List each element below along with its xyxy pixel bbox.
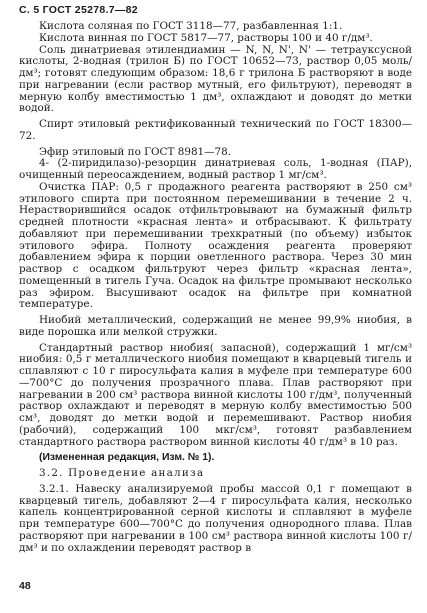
paragraph-3-2-1: 3.2.1. Навеску анализируемой пробы массой 0,1 г помещают в кварцевый тигель, добавляют 2—4 г пиросульфата калия, несколько капель концентрированной серной кислоты и сплавляют в муфеле при температуре 600—700°С до получения однородного плава. Плав растворяют при нагревании в 100 см³ раствора винной кислоты 100 г/дм³ и по охлаждении переводят раствор в [19, 482, 412, 554]
paragraph-niobium-standard-solution: Стандартный раствор ниобия( запасной), содержащий 1 мг/см³ ниобия: 0,5 г металлического ниобия помещают в кварцевый тигель и сплавляют с 10 г пиросульфата калия в муфеле при температуре 600—700°С до получения прозрачного плава. Плав растворяют при нагревании в 200 см³ раствора винной кислоты 100 г/дм³, полученный раствор охлаждают и переводят в мерную колбу вместимостью 500 см³, доводят до метки водой и перемешивают. Раствор ниобия (рабочий), содержащий 100 мкг/см³, готовят разбавлением стандартного раствора раствором винной кислоты 40 г/дм³ в 10 раз. [19, 341, 412, 448]
paragraph-par: 4- (2-пиридилазо)-резорцин динатриевая соль, 1-водная (ПАР), очищенный переосаждением, водный раствор 1 мг/см³. [19, 157, 412, 181]
paragraph-tartaric-acid: Кислота винная по ГОСТ 5817—77, растворы 100 и 40 г/дм³. [39, 31, 373, 44]
amendment-note: (Измененная редакция, Изм. № 1). [39, 452, 215, 464]
paragraph-trilon-b: Соль динатриевая этилендиамин — N, N, N', N' — тетрауксусной кислоты, 2-водная (трилон Б) по ГОСТ 10652—73, раствор 0,05 моль/дм³; готовят следующим образом: 18,6 г трилона Б растворяют в воде при нагревании (если раствор мутный, его фильтруют), переводят в мерную колбу вместимостью 1 дм³, охлаждают и доводят до метки водой. [19, 43, 412, 115]
page-number: 48 [19, 580, 31, 592]
section-heading-analysis: 3.2. Проведение анализа [39, 467, 205, 479]
document-body [19, 21, 412, 554]
paragraph-ether: Эфир этиловый по ГОСТ 8981—78. [39, 145, 232, 158]
paragraph-ethanol: Спирт этиловый ректификованный технический по ГОСТ 18300—72. [19, 118, 412, 142]
page-header: С. 5 ГОСТ 25278.7—82 [19, 4, 138, 16]
paragraph-hcl: Кислота соляная по ГОСТ 3118—77, разбавленная 1:1. [39, 20, 343, 32]
paragraph-niobium-metal: Ниобий металлический, содержащий не менее 99,9% ниобия, в виде порошка или мелкой стружки. [19, 314, 412, 338]
paragraph-par-purification: Очистка ПАР: 0,5 г продажного реагента растворяют в 250 см³ этилового спирта при постоянном перемешивании в течение 2 ч. Нерастворившийся осадок отфильтровывают на бумажный фильтр средней плотности «красная лента» и отбрасывают. К фильтрату добавляют при перемешивании трехкратный (по объему) избыток этилового эфира. Полноту осаждения реагента проверяют добавлением эфира к порции оветленного раствора. Через 30 мин раствор с осадком фильтруют через фильтр «красная лента», помещенный в тигель Гуча. Осадок на фильтре промывают несколько раз эфиром. Высушивают осадок на фильтре при комнатной температуре. [19, 180, 412, 311]
